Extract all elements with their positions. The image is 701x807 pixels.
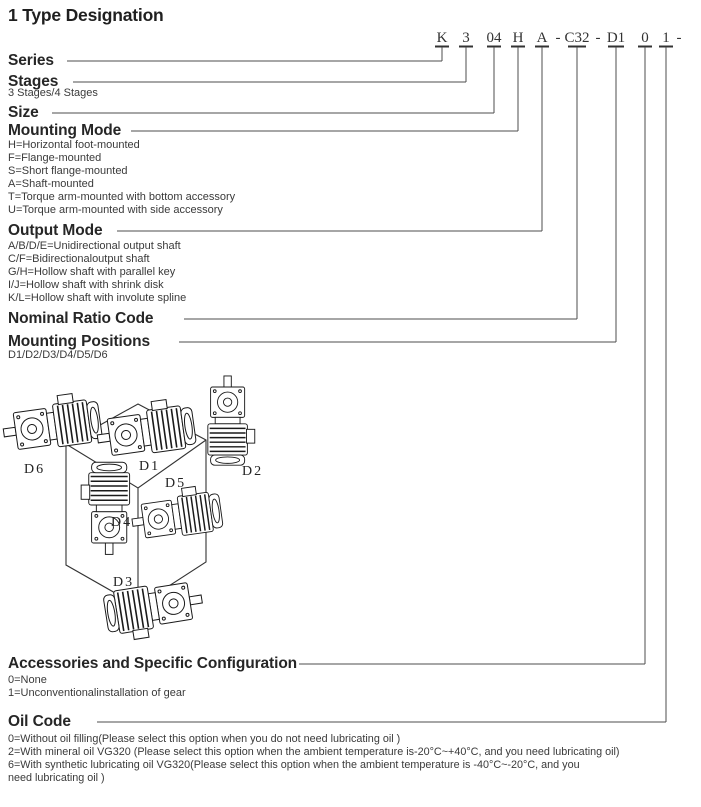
stages-note: 3 Stages/4 Stages — [8, 87, 98, 99]
figure-label-d6: D6 — [24, 462, 46, 477]
section-heading-mounting-positions: Mounting Positions — [8, 333, 150, 350]
figure-label-d1: D1 — [139, 459, 161, 474]
gear-motor-d1 — [94, 396, 197, 460]
option-line: H=Horizontal foot-mounted — [8, 139, 140, 151]
figure-label-d4: D4 — [111, 515, 133, 530]
code-part-size: 04 — [486, 30, 502, 46]
code-part-oil: 1 — [662, 30, 670, 46]
option-line: U=Torque arm-mounted with side accessory — [8, 203, 223, 216]
output-mode-options — [8, 240, 186, 305]
code-separator: - — [555, 30, 561, 46]
option-line: A/B/D/E=Unidirectional output shaft — [8, 240, 181, 252]
option-line: T=Torque arm-mounted with bottom accessory — [8, 190, 236, 203]
section-heading-oil-code: Oil Code — [8, 713, 71, 730]
option-line: G/H=Hollow shaft with parallel key — [8, 265, 176, 278]
option-line: 6=With synthetic lubricating oil VG320(Please select this option when the ambient temperature is -40°C~-20°C, and you — [8, 759, 580, 771]
section-heading-stages: Stages — [8, 73, 59, 90]
section-heading-mounting-mode: Mounting Mode — [8, 122, 122, 139]
option-line: K/L=Hollow shaft with involute spline — [8, 291, 187, 304]
accessories-options — [8, 674, 186, 700]
option-line: 2=With mineral oil VG320 (Please select this option when the ambient temperature is-20°C~+40°C, and you need lubricating oil) — [8, 746, 620, 758]
option-line: 0=None — [8, 674, 47, 686]
option-line: A=Shaft-mounted — [8, 177, 94, 190]
code-separator: - — [676, 30, 682, 46]
option-line: need lubricating oil ) — [8, 772, 105, 784]
section-heading-output-mode: Output Mode — [8, 222, 103, 239]
code-separator: - — [595, 30, 601, 46]
option-line: 0=Without oil filling(Please select this option when you do not need lubricating oil ) — [8, 733, 401, 745]
code-part-ratio: C32 — [564, 30, 590, 46]
option-line: C/F=Bidirectionaloutput shaft — [8, 252, 150, 265]
gear-motor-d6 — [0, 390, 103, 454]
code-part-output-mode: A — [536, 30, 548, 46]
code-part-position: D1 — [606, 30, 626, 46]
option-line: 1=Unconventionalinstallation of gear — [8, 686, 186, 699]
figure-label-d5: D5 — [165, 476, 187, 491]
leader-verticals — [442, 47, 666, 722]
option-line: I/J=Hollow shaft with shrink disk — [8, 278, 164, 291]
mounting-positions-figure — [0, 375, 290, 665]
section-heading-series: Series — [8, 52, 54, 69]
code-part-stages: 3 — [462, 30, 470, 46]
code-part-mounting-mode: H — [512, 30, 524, 46]
gear-motor-d2 — [208, 376, 255, 465]
gear-motor-d4 — [81, 462, 129, 554]
page-title: 1 Type Designation — [8, 5, 164, 25]
figure-label-d2: D2 — [242, 464, 264, 479]
option-line: F=Flange-mounted — [8, 151, 102, 164]
gear-motor-d5 — [129, 483, 224, 542]
figure-label-d3: D3 — [113, 575, 135, 590]
code-part-series: K — [436, 30, 448, 46]
section-heading-accessories: Accessories and Specific Configuration — [8, 655, 298, 672]
mounting-mode-options — [8, 139, 235, 216]
section-heading-nominal-ratio: Nominal Ratio Code — [8, 310, 154, 327]
code-part-accessories: 0 — [641, 30, 649, 46]
mounting-positions-note: D1/D2/D3/D4/D5/D6 — [8, 349, 108, 361]
section-heading-size: Size — [8, 104, 39, 121]
option-line: S=Short flange-mounted — [8, 164, 128, 177]
oil-code-options — [8, 733, 620, 785]
